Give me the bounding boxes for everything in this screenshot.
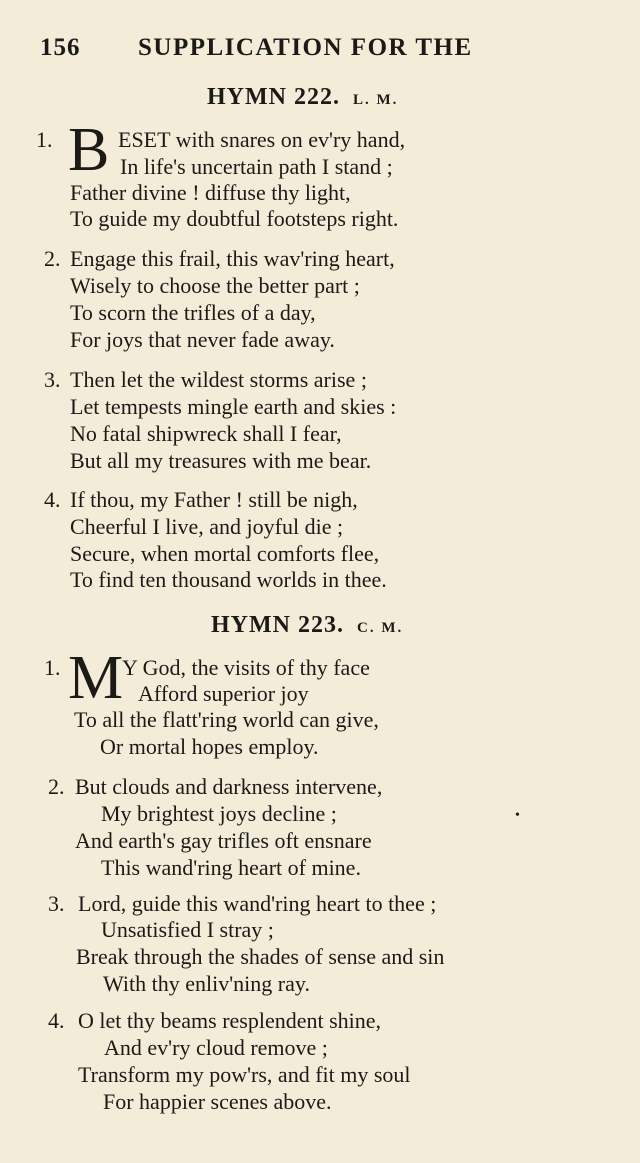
verse-line: ESET with snares on ev'ry hand,: [118, 127, 406, 152]
running-header: [40, 34, 610, 68]
stanza-number: 4.: [48, 1008, 65, 1033]
verse-line: And earth's gay trifles oft ensnare: [75, 828, 372, 853]
verse-line: To all the flatt'ring world can give,: [74, 707, 379, 732]
verse-line: Engage this frail, this wav'ring heart,: [70, 246, 395, 271]
verse-line: Cheerful I live, and joyful die ;: [70, 514, 344, 539]
stanza-number: 2.: [44, 246, 61, 271]
verse-line: But clouds and darkness intervene,: [75, 774, 383, 799]
verse-line: Break through the shades of sense and sin: [76, 944, 445, 969]
hymn-223-title: [0, 612, 640, 639]
drop-cap: M: [68, 644, 124, 712]
verse-line: Transform my pow'rs, and fit my soul: [78, 1062, 411, 1087]
verse-line: To find ten thousand worlds in thee.: [70, 567, 387, 592]
verse-line: My brightest joys decline ;: [101, 801, 337, 826]
hymn-222-title: [0, 84, 640, 111]
stanza-number: 1.: [36, 127, 53, 152]
verse-line: This wand'ring heart of mine.: [101, 855, 361, 880]
hymn-meter: L. M.: [352, 92, 399, 108]
hymn-title-text: HYMN 222.: [207, 84, 340, 110]
drop-cap: B: [68, 116, 110, 184]
stanza-number: 3.: [48, 891, 65, 916]
verse-line: Y God, the visits of thy face: [122, 655, 370, 680]
verse-line: Or mortal hopes employ.: [100, 734, 319, 759]
verse-line: Unsatisfied I stray ;: [101, 917, 274, 942]
verse-line: Lord, guide this wand'ring heart to thee ;: [78, 891, 437, 916]
verse-line: To guide my doubtful footsteps right.: [70, 206, 399, 231]
verse-line: Secure, when mortal comforts flee,: [70, 541, 380, 566]
verse-line: No fatal shipwreck shall I fear,: [70, 421, 342, 446]
verse-line: For happier scenes above.: [103, 1089, 332, 1114]
verse-line: For joys that never fade away.: [70, 327, 335, 352]
verse-line: With thy enliv'ning ray.: [103, 971, 310, 996]
verse-line: O let thy beams resplendent shine,: [78, 1008, 382, 1033]
stanza-number: 4.: [44, 487, 61, 512]
verse-line: But all my treasures with me bear.: [70, 448, 372, 473]
verse-line: In life's uncertain path I stand ;: [120, 154, 393, 179]
stanza-number: 3.: [44, 367, 61, 392]
stanza-number: 1.: [44, 655, 61, 680]
running-title: SUPPLICATION FOR THE: [138, 34, 473, 61]
verse-line: Let tempests mingle earth and skies :: [70, 394, 397, 419]
verse-line: To scorn the trifles of a day,: [70, 300, 316, 325]
verse-line: Then let the wildest storms arise ;: [70, 367, 367, 392]
hymn-title-text: HYMN 223.: [211, 612, 344, 638]
page-number: 156: [40, 34, 81, 61]
hymn-meter: C. M.: [356, 620, 404, 636]
stray-mark: •: [515, 808, 520, 823]
verse-line: Father divine ! diffuse thy light,: [70, 180, 351, 205]
verse-line: And ev'ry cloud remove ;: [104, 1035, 328, 1060]
verse-line: Wisely to choose the better part ;: [70, 273, 360, 298]
verse-line: Afford superior joy: [138, 681, 309, 706]
stanza-number: 2.: [48, 774, 65, 799]
verse-line: If thou, my Father ! still be nigh,: [70, 487, 358, 512]
